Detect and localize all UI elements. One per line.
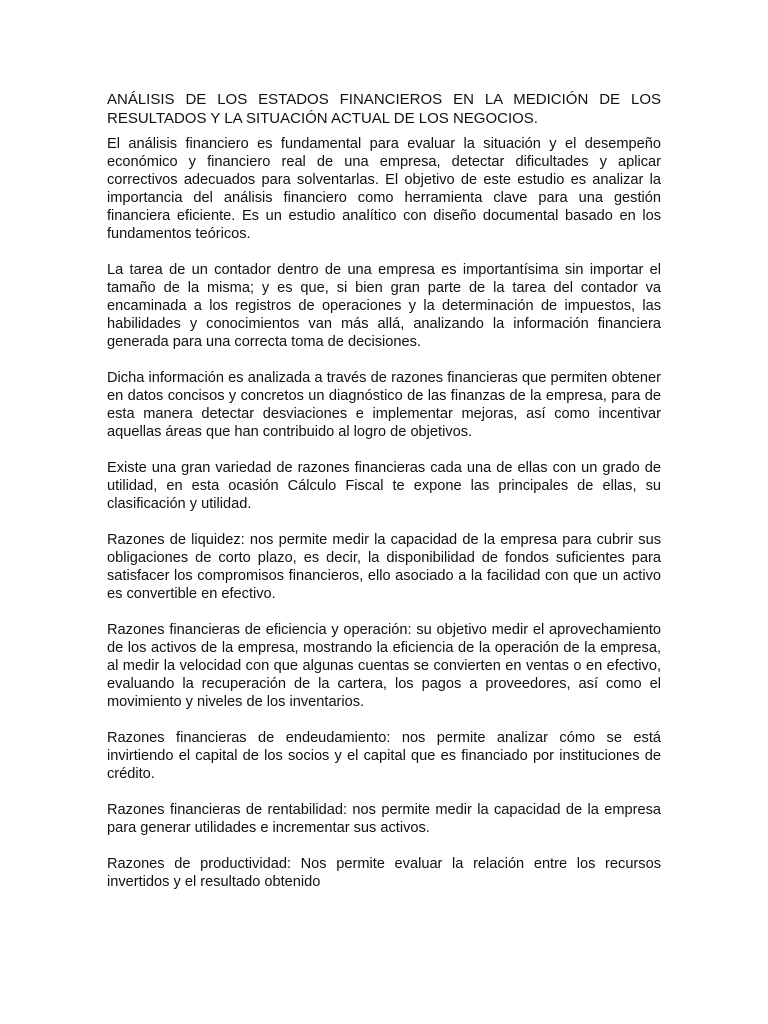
document-title: ANÁLISIS DE LOS ESTADOS FINANCIEROS EN LA MEDICIÓN DE LOS RESULTADOS Y LA SITUACIÓN ACTUAL DE LOS NEGOCIOS. [107,91,661,127]
document-page [107,91,661,909]
paragraph-rentabilidad: Razones financieras de rentabilidad: nos permite medir la capacidad de la empresa para generar utilidades e incrementar sus activos. [107,802,661,836]
paragraph-productividad: Razones de productividad: Nos permite evaluar la relación entre los recursos invertidos y el resultado obtenido [107,856,661,890]
paragraph-liquidez: Razones de liquidez: nos permite medir la capacidad de la empresa para cubrir sus obligaciones de corto plazo, es decir, la disponibilidad de fondos suficientes para satisfacer los compromisos financieros, ello asociado a la facilidad con que un activo es convertible en efectivo. [107,532,661,602]
paragraph-razones-financieras: Dicha información es analizada a través de razones financieras que permiten obtener en datos concisos y concretos un diagnóstico de las finanzas de la empresa, para de esta manera detectar desviaciones e implementar mejoras, así como incentivar aquellas áreas que han contribuido al logro de objetivos. [107,370,661,440]
paragraph-contador: La tarea de un contador dentro de una empresa es importantísima sin importar el tamaño de la misma; y es que, si bien gran parte de la tarea del contador va encaminada a los registros de operaciones y la determinación de impuestos, las habilidades y conocimientos van más allá, analizando la información financiera generada para una correcta toma de decisiones. [107,262,661,350]
paragraph-endeudamiento: Razones financieras de endeudamiento: nos permite analizar cómo se está invirtiendo el capital de los socios y el capital que es financiado por instituciones de crédito. [107,730,661,782]
paragraph-variedad: Existe una gran variedad de razones financieras cada una de ellas con un grado de utilidad, en esta ocasión Cálculo Fiscal te expone las principales de ellas, su clasificación y utilidad. [107,460,661,512]
paragraph-introduction: El análisis financiero es fundamental para evaluar la situación y el desempeño económico y financiero real de una empresa, detectar dificultades y aplicar correctivos adecuados para solventarlas. El objetivo de este estudio es analizar la importancia del análisis financiero como herramienta clave para una gestión financiera eficiente. Es un estudio analítico con diseño documental basado en los fundamentos teóricos. [107,136,661,242]
paragraph-eficiencia: Razones financieras de eficiencia y operación: su objetivo medir el aprovechamiento de los activos de la empresa, mostrando la eficiencia de la operación de la empresa, al medir la velocidad con que algunas cuentas se convierten en ventas o en efectivo, evaluando la recuperación de la cartera, los pagos a proveedores, así como el movimiento y niveles de los inventarios. [107,622,661,710]
